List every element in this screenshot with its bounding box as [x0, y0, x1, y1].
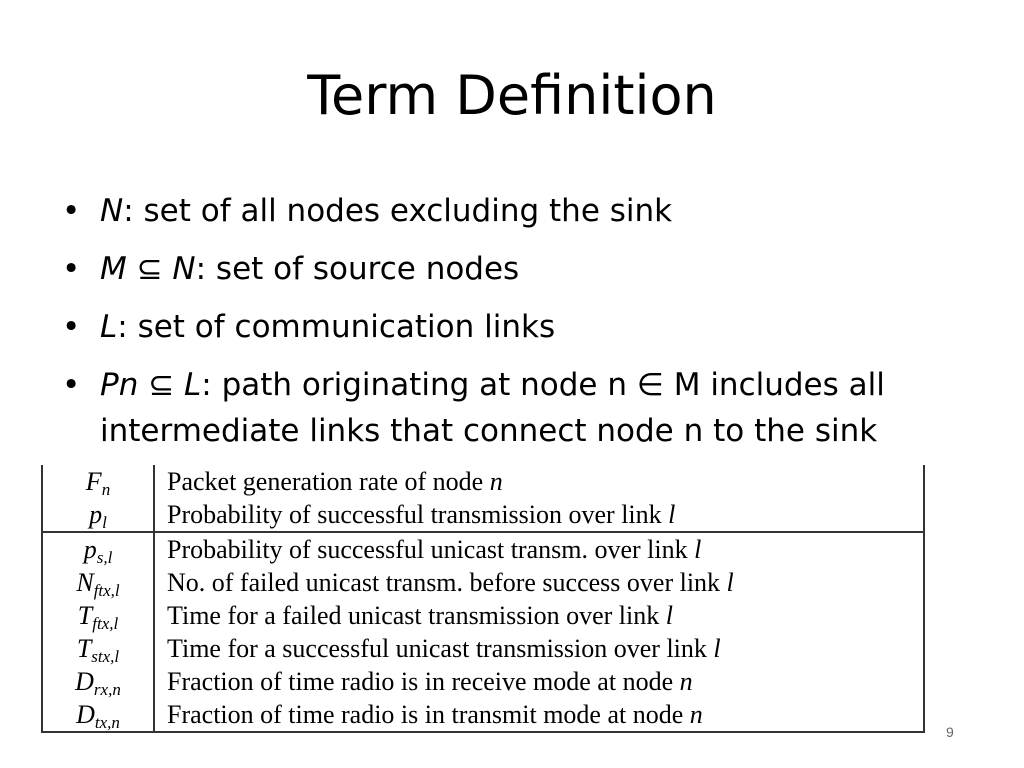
bullet-dot-icon: •: [62, 251, 81, 287]
bullet-text: : path originating at node n ∈ M includes all intermediate links that connect node n to the sink: [100, 367, 885, 449]
term-symbol: $T_{ftx,l}$: [42, 599, 154, 632]
term-symbol: $p_l$: [42, 498, 154, 532]
bullet-dot-icon: •: [62, 193, 81, 229]
table-row: [42, 599, 924, 632]
bullet-item: [62, 246, 942, 292]
term-symbol: $F_n$: [42, 465, 154, 498]
bullet-symbol: Pn ⊆ L: [100, 367, 202, 403]
term-table: [41, 465, 925, 733]
bullet-symbol: M ⊆ N: [100, 251, 196, 287]
table-row: [42, 532, 924, 566]
bullet-text: : set of all nodes excluding the sink: [123, 193, 673, 229]
bullet-text: : set of communication links: [117, 309, 556, 345]
bullet-symbol: L: [100, 309, 118, 345]
bullet-text: : set of source nodes: [195, 251, 520, 287]
term-description: Fraction of time radio is in receive mode at node n: [154, 665, 924, 698]
table-row: [42, 465, 924, 498]
term-symbol: $D_{rx,n}$: [42, 665, 154, 698]
table-row: [42, 498, 924, 532]
term-symbol: $T_{stx,l}$: [42, 632, 154, 665]
term-description: Probability of successful unicast transm. over link l: [154, 532, 924, 566]
term-description: Probability of successful transmission over link l: [154, 498, 924, 532]
table-row: [42, 665, 924, 698]
bullet-item: [62, 304, 942, 350]
page-number: 9: [946, 724, 954, 740]
slide-title: Term Definition: [307, 64, 717, 127]
term-table-image: [41, 465, 925, 739]
term-description: Packet generation rate of node n: [154, 465, 924, 498]
bullet-item: [62, 362, 942, 454]
bullet-dot-icon: •: [62, 309, 81, 345]
bullet-dot-icon: •: [62, 367, 81, 403]
table-row: [42, 632, 924, 665]
term-description: Time for a failed unicast transmission over link l: [154, 599, 924, 632]
bullet-symbol: N: [100, 193, 124, 229]
bullet-item: [62, 188, 942, 234]
bullet-list: [62, 188, 942, 466]
term-symbol: $N_{ftx,l}$: [42, 566, 154, 599]
table-row: [42, 698, 924, 732]
term-description: Fraction of time radio is in transmit mode at node n: [154, 698, 924, 732]
term-symbol: $p_{s,l}$: [42, 532, 154, 566]
term-symbol: $D_{tx,n}$: [42, 698, 154, 732]
term-description: No. of failed unicast transm. before success over link l: [154, 566, 924, 599]
table-row: [42, 566, 924, 599]
term-description: Time for a successful unicast transmission over link l: [154, 632, 924, 665]
